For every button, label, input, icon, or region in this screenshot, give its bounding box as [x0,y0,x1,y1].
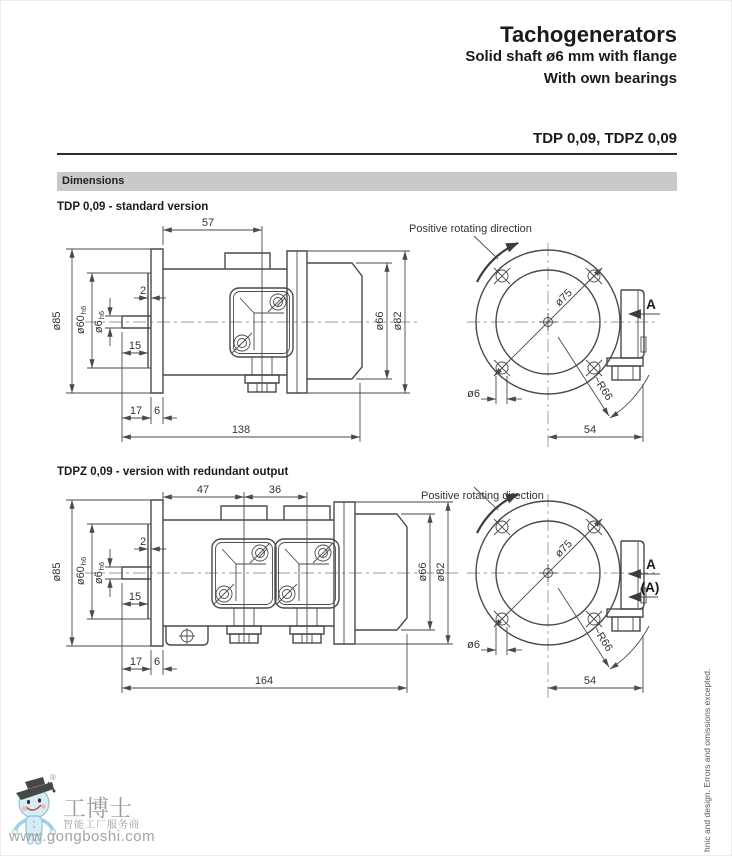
view-a-alt-label: (A) [640,580,660,595]
rotation-label: Positive rotating direction [409,223,532,235]
rotation-arrow [477,243,518,282]
dim-spigot-od [75,524,92,619]
dim-label-body-od: ø66 [374,311,386,331]
dim-label-housing-od: ø82 [392,311,404,331]
dim-spigot-step [134,536,166,549]
dim-label-total-len: 164 [254,675,274,687]
dim-label-spigot-fit: h6 [79,305,88,315]
dim-label-box-offset: 57 [201,217,215,229]
dim-label-flange-thk: 6 [153,405,161,417]
header-divider [57,153,677,155]
dim-label-housing-od: ø82 [435,562,447,582]
rotation-direction [409,223,532,282]
dim-flange-thk [154,656,177,669]
dim-spigot-step [134,285,166,298]
dim-label-swing-r: ~R66 [590,373,615,403]
dim-label-bolt-circle: ø75 [552,286,575,309]
dim-shaft-len [122,583,148,693]
box-screw-bottom [232,333,252,353]
dim-label-spigot-od: ø60 [75,566,87,586]
margin-note: hnic and design. Errors and omissions excepted. [702,668,712,852]
dim-bolt-hole [467,376,522,404]
dim-label-shaft-len: 15 [128,340,142,352]
tdp-front-view [409,223,660,447]
view-a-alt-marker [629,580,659,597]
dim-bolt-hole [467,627,522,655]
dim-box-offset [163,217,262,392]
dim-label-total-len: 138 [231,424,251,436]
dim-label-shaft-od: ø6 [93,571,105,585]
gland-bosses [221,506,330,520]
dim-label-spigot-od: ø60 [75,315,87,335]
dim-flange-thk [154,405,177,418]
brand-name: 工博士 [63,796,132,822]
svg-text:ø6h6 [93,311,106,333]
drawing2-tdpz [40,480,720,740]
dim-label-shaft-len: 15 [128,591,142,603]
dim-shaft-len [122,332,148,442]
model-numbers: TDP 0,09, TDPZ 0,09 [533,130,677,147]
brand-tagline: 智能工厂服务商 [63,820,140,831]
dim-spigot-od [75,273,92,368]
drawing2-title: TDPZ 0,09 - version with redundant output [57,466,289,478]
dim-label-swing-r: ~R66 [590,624,615,654]
tdp-side-view [85,249,420,393]
dim-label-body-od: ø66 [417,562,429,582]
dim-label-shaft-od: ø6 [93,320,105,334]
dim-label-flange-od: ø85 [51,562,63,582]
dim-label-front-len: 17 [129,656,143,668]
drawing1-tdp [40,215,700,465]
box-screw-top [268,292,288,312]
dim-label-box2-offset: 36 [268,484,282,496]
dim-total-len [122,634,407,693]
page-title: Tachogenerators [500,22,677,47]
dim-label-bolt-circle: ø75 [552,537,575,560]
rear-housing [355,514,407,630]
tdpz-front-view [421,487,660,698]
dim-label-conn-width: 54 [583,675,597,687]
dim-label-conn-width: 54 [583,424,597,436]
page-subtitle-bearings: With own bearings [543,70,677,87]
drawing1-title: TDP 0,09 - standard version [57,201,209,213]
dim-label-spigot-step: 2 [139,536,147,548]
page-subtitle-shaft: Solid shaft ø6 mm with flange [465,48,677,65]
tdpz-side-view [85,500,460,646]
brand-url: www.gongboshi.com [9,828,156,845]
dimensions-section-label: Dimensions [62,175,125,187]
gland-boss [225,253,270,269]
flange [151,249,163,393]
dim-label-box1-offset: 47 [196,484,210,496]
dim-label-spigot-fit: h6 [79,556,88,566]
svg-text:ø60h6 [75,557,88,585]
dim-label-shaft-fit: h6 [97,561,106,571]
side-connector-block [607,290,646,380]
view-a-label: A [646,297,656,312]
dim-label-flange-thk: 6 [153,656,161,668]
dim-label-shaft-fit: h6 [97,310,106,320]
svg-text:ø6h6 [93,562,106,584]
dim-label-spigot-step: 2 [139,285,147,297]
tdpz-side-dimensions [51,484,453,693]
dim-body-od [401,514,435,630]
dim-label-front-len: 17 [129,405,143,417]
dim-label-flange-od: ø85 [51,311,63,331]
dim-box1-offset [163,484,244,643]
dim-label-bolt-hole: ø6 [467,639,480,651]
view-a-label: A [646,557,656,572]
registered-mark: ® [50,773,56,782]
ground-lug [166,626,208,645]
rear-housing [307,263,362,379]
dim-swing-radius [558,337,649,418]
rotation-label: Positive rotating direction [421,490,544,502]
dim-label-bolt-hole: ø6 [467,388,480,400]
svg-text:ø60h6 [75,306,88,334]
dimensions-section-bar [57,172,677,191]
dim-swing-radius [558,588,649,669]
